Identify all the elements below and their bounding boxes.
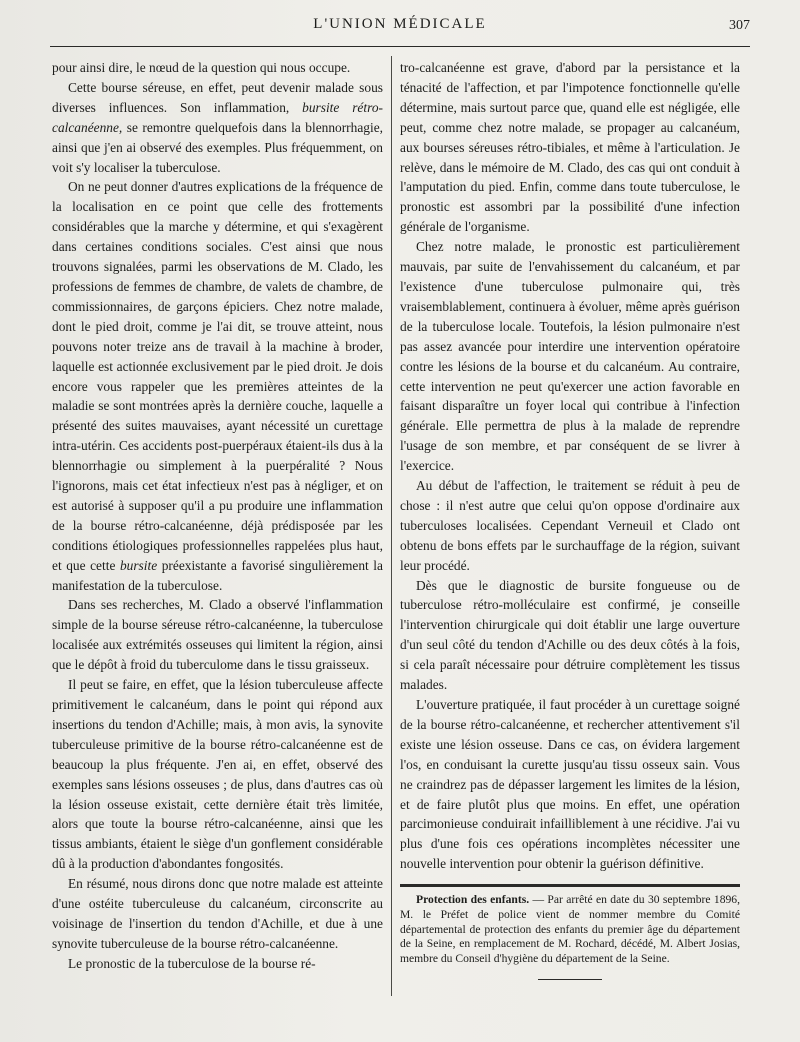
paragraph: Dans ses recherches, M. Clado a observé l'inflammation simple de la bourse séreuse rétro-calcanéenne, la tuberculose localisée aux extrémités osseuses qui limitent la région, ainsi que le dépôt à froid du tuberculome dans le tissu graisseux. xyxy=(52,597,383,673)
page-header xyxy=(50,14,750,36)
page-number: 307 xyxy=(729,18,750,33)
right-column xyxy=(400,58,740,980)
italic-term: bursite xyxy=(119,557,158,573)
news-body: — Par arrêté en date du 30 septembre 1896, M. le Préfet de police vient de nommer membre du Comité départemental de protection des enfants du premier âge du département de la Seine, en remplacement de M. Rochard, décédé, M. Albert Josias, membre du Conseil d'hygiène du département de la Seine. xyxy=(400,893,740,965)
paragraph: pour ainsi dire, le nœud de la question qui nous occupe. xyxy=(52,60,351,75)
paragraph: En résumé, nous dirons donc que notre malade est atteinte d'une ostéite tuberculeuse du calcanéum, circonscrite au voisinage de l'insertion du tendon d'Achille, et due à une synovite tuberculeuse de la bourse rétro-calcanéenne. xyxy=(52,876,383,951)
paragraph: Dès que le diagnostic de bursite fongueuse ou de tuberculose rétro-molléculaire est confirmé, je conseille l'intervention chirurgicale qui doit établir une large ouverture d'un seul côté du tendon d'Achille ou des deux côtés à la fois, si cela paraît nécessaire pour détruire complètement les tissus malades. xyxy=(400,577,740,693)
paragraph: tro-calcanéenne est grave, d'abord par la persistance et la ténacité de l'affection, et par l'impotence fonctionnelle qu'elle détermine, mais surtout parce que, quand elle est négligée, elle peut, comme chez notre malade, se propager au calcanéum, aux bourses séreuses rétro-tibiales, et même à l'articulation. Je relève, dans le mémoire de M. Clado, des cas qui ont conduit à l'amputation du pied. Enfin, comme dans toute tuberculose, le pronostic est assombri par la possibilité d'une infection générale de l'organisme. xyxy=(400,60,740,235)
paragraph: Au début de l'affection, le traitement se réduit à peu de chose : il n'est autre que celui qu'on oppose d'ordinaire aux tuberculoses localisées. Cependant Verneuil et Clado ont obtenu de bons effets par le surchauffage de la région, suivant leur procédé. xyxy=(400,478,740,573)
running-title: L'UNION MÉDICALE xyxy=(313,16,487,32)
left-column xyxy=(52,58,383,974)
paragraph: On ne peut donner d'autres explications de la fréquence de la localisation en ce point que celle des frottements considérables que la marche y détermine, et qui s'exagèrent dans certaines conditions sociales. C'est ainsi que nous trouvons signalées, parmi les observations de M. Clado, les professions de femmes de chambre, de valets de chambre, de commissionnaires, de garçons épiciers. Chez notre malade, dont le pied droit, comme je l'ai dit, se trouve atteint, nous pouvons noter treize ans de travail à la machine à broder, laquelle est actionnée exclusivement par le pied droit. Je dois encore vous rappeler que les premières atteintes de la maladie se sont montrées après la dernière couche, laquelle a présenté des suites mauvaises, ayant nécessité un curettage intra-utérin. Ces accidents post-puerpéraux étaient-ils dus à la blennorrhagie ou simplement à la puerpéralité ? Nous l'ignorons, mais cet état infectieux n'est pas à négliger, et on est autorisé à supposer qu'il a pu produire une inflammation de la bourse rétro-calcanéenne, déjà prédisposée par les conditions étiologiques professionnelles rappelées plus haut, et que cette bursite préexistante a favorisé singulièrement la manifestation de la tuberculose. xyxy=(52,179,383,593)
column-divider xyxy=(391,56,392,996)
section-rule xyxy=(400,884,740,887)
news-headline: Protection des enfants. xyxy=(416,893,530,907)
paragraph: Cette bourse séreuse, en effet, peut devenir malade sous diverses influences. Son inflammation, bursite rétro-calcanéenne, se remontre quelquefois dans la blennorrhagie, ainsi que j'en ai observé des exemples. Plus fréquemment, on voit s'y localiser la tuberculose. xyxy=(52,79,383,175)
paragraph: Chez notre malade, le pronostic est particulièrement mauvais, par suite de l'envahissement du calcanéum, et par l'existence d'une tuberculose pulmonaire qui, très vraisemblablement, continuera à évoluer, même après guérison de la tuberculose locale. Toutefois, la lésion pulmonaire n'est pas assez avancée pour interdire une intervention opératoire contre les lésions de la bourse et du calcanéum. Au contraire, cette intervention ne peut qu'exercer une action favorable en faisant disparaître un foyer local qui contribue à l'infection générale. Elle permettra de plus à la malade de reprendre l'usage de son membre, et par conséquent de se livrer à l'exercice. xyxy=(400,239,740,474)
end-rule xyxy=(538,979,602,980)
header-rule xyxy=(50,46,750,47)
italic-term: bursite rétro-calcanéenne, xyxy=(52,99,383,135)
paragraph: Le pronostic de la tuberculose de la bourse ré- xyxy=(68,955,316,971)
paragraph: Il peut se faire, en effet, que la lésion tuberculeuse affecte primitivement le calcanéum, dans le point qui répond aux insertions du tendon d'Achille; mais, à mon avis, la synovite tuberculeuse primitive de la bourse rétro-calcanéenne est de beaucoup la plus fréquente. J'en ai, en effet, observé des exemples sans lésions osseuses ; de plus, dans d'autres cas où la lésion osseuse existait, cette dernière était très limitée, alors que toute la bourse rétro-calcanéenne, ainsi que les tissus ambiants, étaient le siège d'un gonflement considérable dû à la production d'abondantes fongosités. xyxy=(52,677,383,872)
news-item xyxy=(400,893,740,967)
paragraph: L'ouverture pratiquée, il faut procéder à un curettage soigné de la bourse rétro-calcanéenne, et rechercher attentivement s'il existe une lésion osseuse. Dans ce cas, on évidera largement l'os, en conduisant la curette jusqu'au tissu osseux sain. Vous ne craindrez pas de dépasser largement les limites de la lésion, et de faire plutôt plus que moins. En effet, une opération parcimonieuse conduirait infailliblement à une récidive. J'ai vu plus d'une fois ces opérations incomplètes nécessiter une nouvelle intervention pour obtenir la guérison définitive. xyxy=(400,697,740,872)
